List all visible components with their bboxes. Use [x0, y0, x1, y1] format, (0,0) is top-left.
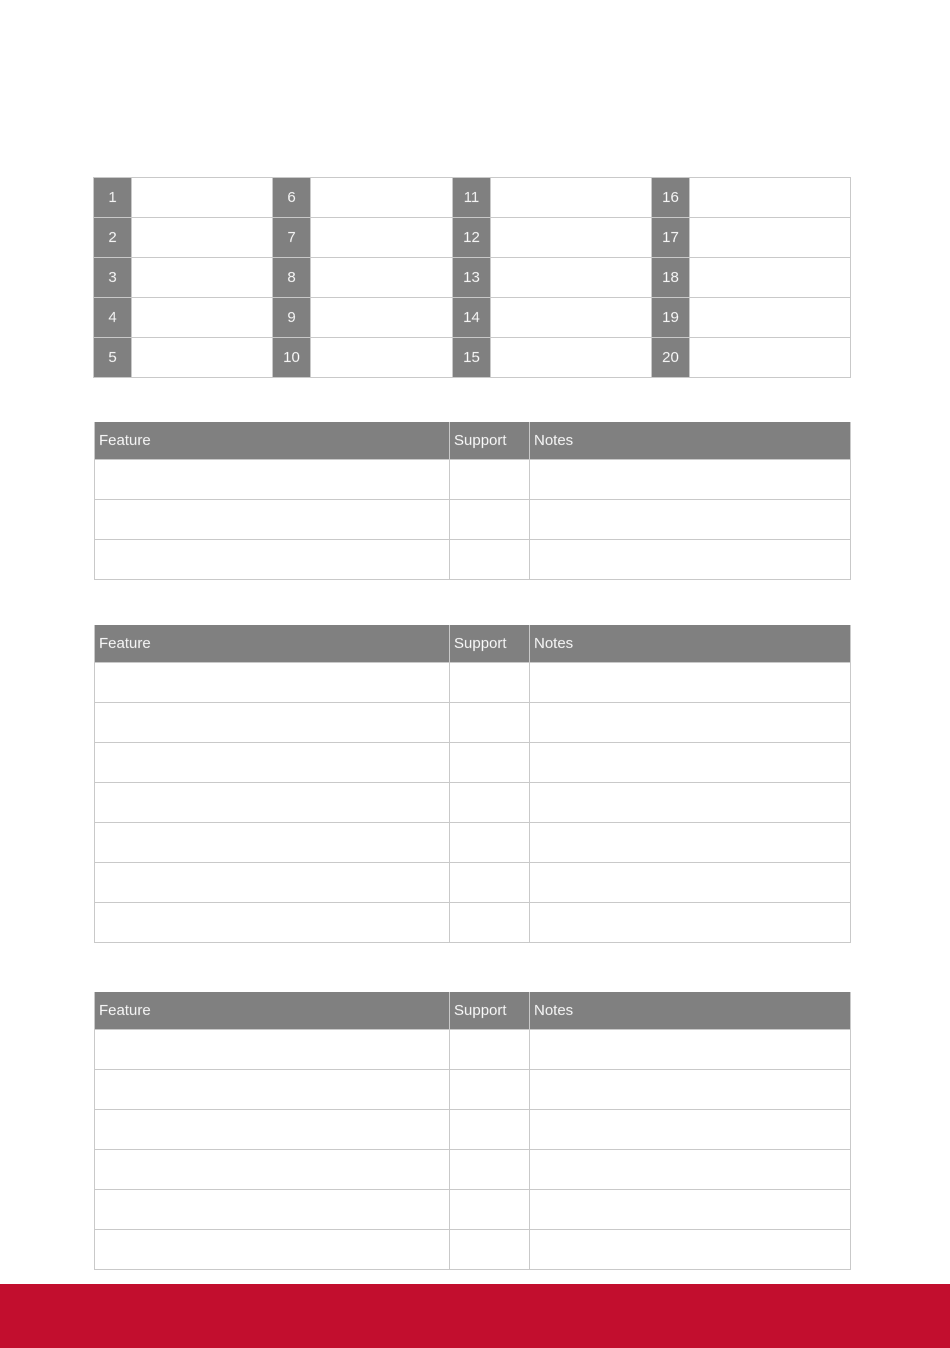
feature-cell: [95, 863, 450, 903]
pin-number: 4: [94, 298, 132, 338]
notes-cell: [530, 663, 851, 703]
pin-description-cell: [690, 178, 851, 218]
pin-description-cell: [690, 298, 851, 338]
feature-cell: [95, 783, 450, 823]
column-header-feature: Feature: [95, 992, 450, 1030]
notes-cell: [530, 1030, 851, 1070]
feature-cell: [95, 823, 450, 863]
support-cell: [450, 663, 530, 703]
support-cell: [450, 903, 530, 943]
pin-number: 13: [453, 258, 491, 298]
pin-number: 11: [453, 178, 491, 218]
support-cell: [450, 1110, 530, 1150]
pin-description-cell: [311, 258, 453, 298]
pin-number: 5: [94, 338, 132, 378]
table-row: [95, 743, 851, 783]
pin-number: 9: [273, 298, 311, 338]
pin-number: 16: [652, 178, 690, 218]
pin-row: [94, 338, 851, 378]
support-cell: [450, 703, 530, 743]
table-row: [95, 1230, 851, 1270]
feature-cell: [95, 1190, 450, 1230]
feature-cell: [95, 1150, 450, 1190]
support-cell: [450, 1070, 530, 1110]
feature-cell: [95, 1110, 450, 1150]
pin-description-cell: [491, 218, 652, 258]
feature-table-1: [94, 422, 851, 580]
pin-description-cell: [491, 178, 652, 218]
pin-description-cell: [132, 338, 273, 378]
feature-cell: [95, 460, 450, 500]
pin-number: 19: [652, 298, 690, 338]
pin-number: 8: [273, 258, 311, 298]
feature-cell: [95, 1230, 450, 1270]
column-header-notes: Notes: [530, 625, 851, 663]
table-row: [95, 903, 851, 943]
table-row: [95, 663, 851, 703]
table-row: [95, 823, 851, 863]
pin-number: 17: [652, 218, 690, 258]
pin-description-cell: [491, 258, 652, 298]
notes-cell: [530, 823, 851, 863]
pin-number: 14: [453, 298, 491, 338]
pin-description-cell: [690, 218, 851, 258]
table-row: [95, 1110, 851, 1150]
pin-number: 3: [94, 258, 132, 298]
feature-cell: [95, 663, 450, 703]
pin-description-cell: [132, 218, 273, 258]
support-cell: [450, 863, 530, 903]
table-row: [95, 540, 851, 580]
notes-cell: [530, 1070, 851, 1110]
pin-description-cell: [491, 338, 652, 378]
notes-cell: [530, 1110, 851, 1150]
pin-number: 1: [94, 178, 132, 218]
feature-cell: [95, 743, 450, 783]
notes-cell: [530, 703, 851, 743]
pin-description-cell: [491, 298, 652, 338]
pin-number: 18: [652, 258, 690, 298]
notes-cell: [530, 743, 851, 783]
support-cell: [450, 783, 530, 823]
pin-row: [94, 298, 851, 338]
table-row: [95, 1190, 851, 1230]
pin-number: 15: [453, 338, 491, 378]
feature-cell: [95, 903, 450, 943]
pin-description-cell: [132, 298, 273, 338]
pin-description-cell: [311, 218, 453, 258]
notes-cell: [530, 1230, 851, 1270]
table-row: [95, 460, 851, 500]
support-cell: [450, 743, 530, 783]
pin-number: 6: [273, 178, 311, 218]
pin-description-cell: [311, 338, 453, 378]
pin-description-cell: [690, 258, 851, 298]
notes-cell: [530, 863, 851, 903]
pin-description-cell: [132, 258, 273, 298]
support-cell: [450, 1190, 530, 1230]
support-cell: [450, 823, 530, 863]
feature-cell: [95, 500, 450, 540]
feature-cell: [95, 540, 450, 580]
pin-row: [94, 178, 851, 218]
table-row: [95, 783, 851, 823]
pin-description-cell: [690, 338, 851, 378]
notes-cell: [530, 903, 851, 943]
support-cell: [450, 1230, 530, 1270]
table-row: [95, 1030, 851, 1070]
notes-cell: [530, 540, 851, 580]
pin-number: 10: [273, 338, 311, 378]
pin-row: [94, 258, 851, 298]
feature-table-3: [94, 992, 851, 1270]
notes-cell: [530, 500, 851, 540]
pin-description-cell: [311, 178, 453, 218]
feature-cell: [95, 1070, 450, 1110]
table-row: [95, 1070, 851, 1110]
column-header-notes: Notes: [530, 422, 851, 460]
notes-cell: [530, 1150, 851, 1190]
pin-assignment-table: [93, 177, 851, 378]
table-row: [95, 1150, 851, 1190]
column-header-notes: Notes: [530, 992, 851, 1030]
notes-cell: [530, 783, 851, 823]
pin-number: 20: [652, 338, 690, 378]
support-cell: [450, 1150, 530, 1190]
feature-cell: [95, 703, 450, 743]
column-header-support: Support: [450, 422, 530, 460]
footer-bar: [0, 1284, 950, 1348]
column-header-support: Support: [450, 992, 530, 1030]
support-cell: [450, 540, 530, 580]
column-header-feature: Feature: [95, 625, 450, 663]
feature-cell: [95, 1030, 450, 1070]
pin-row: [94, 218, 851, 258]
pin-number: 2: [94, 218, 132, 258]
pin-description-cell: [132, 178, 273, 218]
support-cell: [450, 460, 530, 500]
pin-number: 7: [273, 218, 311, 258]
support-cell: [450, 1030, 530, 1070]
column-header-support: Support: [450, 625, 530, 663]
table-row: [95, 703, 851, 743]
notes-cell: [530, 460, 851, 500]
notes-cell: [530, 1190, 851, 1230]
feature-table-2: [94, 625, 851, 943]
table-row: [95, 863, 851, 903]
pin-number: 12: [453, 218, 491, 258]
support-cell: [450, 500, 530, 540]
pin-description-cell: [311, 298, 453, 338]
column-header-feature: Feature: [95, 422, 450, 460]
table-row: [95, 500, 851, 540]
